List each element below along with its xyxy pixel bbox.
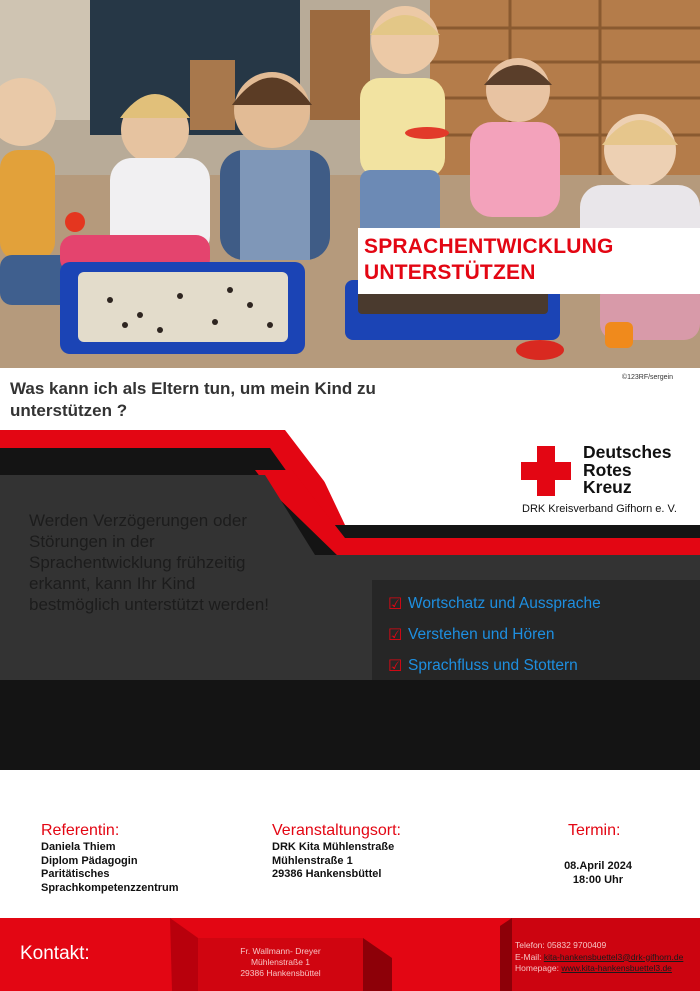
hero-title-box [358, 228, 700, 294]
email-row [515, 952, 683, 964]
topic-item [388, 650, 601, 681]
hero-photo [0, 0, 700, 368]
checkbox-checked-icon: ☑ [388, 656, 403, 675]
intro-text: Werden Verzögerungen oder Störungen in der Sprachentwicklung frühzeitig erkannt, kann Ihr Kind bestmöglich unterstützt werden! [29, 511, 270, 614]
speaker-line: Sprachkompetenzzentrum [41, 881, 179, 894]
question-heading: Was kann ich als Eltern tun, um mein Kind zu unterstützen ? [10, 379, 376, 420]
speaker-line: Daniela Thiem [41, 841, 116, 853]
date-line: 08.April 2024 [564, 860, 632, 872]
venue-line: DRK Kita Mühlenstraße [272, 841, 395, 853]
checkbox-checked-icon: ☑ [388, 625, 403, 644]
phone-row [515, 940, 683, 952]
contact-label: Kontakt: [20, 943, 90, 964]
topic-item [388, 619, 601, 650]
contact-address [198, 946, 363, 979]
topic-item [388, 588, 601, 619]
address-line: 29386 Hankensbüttel [240, 968, 321, 978]
time-line: 18:00 Uhr [572, 873, 624, 886]
venue-line: 29386 Hankensbüttel [272, 868, 382, 880]
hero-title-line-2: UNTERSTÜTZEN [364, 261, 536, 284]
checkbox-checked-icon: ☑ [388, 594, 403, 613]
venue-heading: Veranstaltungsort: [272, 822, 401, 839]
topic-list [388, 588, 601, 681]
photo-credit: ©123RF/sergein [621, 374, 673, 381]
phone-number: 05832 9700409 [547, 940, 607, 950]
children-playing-illustration [0, 0, 700, 368]
drk-logo-name [583, 444, 672, 497]
venue-line: Mühlenstraße 1 [272, 854, 353, 867]
phone-label: Telefon: [515, 940, 545, 950]
hero-title-line-1: SPRACHENTWICKLUNG [364, 235, 614, 258]
date-heading: Termin: [568, 822, 621, 839]
email-link[interactable]: kita-hankensbuettel3@drk-gifhorn.de [543, 951, 684, 962]
speaker-heading: Referentin: [41, 822, 120, 839]
contact-details [515, 940, 683, 975]
address-line: Mühlenstraße 1 [250, 957, 311, 967]
topic-label: Sprachfluss und Stottern [408, 656, 578, 674]
homepage-row [515, 963, 683, 975]
speaker-line: Diplom Pädagogin [41, 854, 138, 867]
homepage-link[interactable]: www.kita-hankensbuettel3.de [561, 963, 672, 973]
logo-name-line-2: Rotes [583, 459, 632, 480]
red-cross-icon [521, 446, 571, 496]
address-line: Fr. Wallmann- Dreyer [240, 946, 321, 956]
speaker-line: Paritätisches [41, 868, 110, 880]
date-details [540, 860, 656, 887]
speaker-details [41, 841, 179, 895]
topic-label: Wortschatz und Aussprache [408, 594, 601, 612]
topic-label: Verstehen und Hören [408, 625, 555, 643]
drk-logo-subtitle: DRK Kreisverband Gifhorn e. V. [522, 503, 677, 515]
logo-name-line-1: Deutsches [583, 442, 672, 462]
drk-logo [521, 444, 696, 520]
logo-name-line-3: Kreuz [583, 477, 632, 497]
homepage-label: Homepage: [515, 963, 559, 973]
email-label: E-Mail: [515, 951, 542, 962]
venue-details [272, 841, 394, 882]
